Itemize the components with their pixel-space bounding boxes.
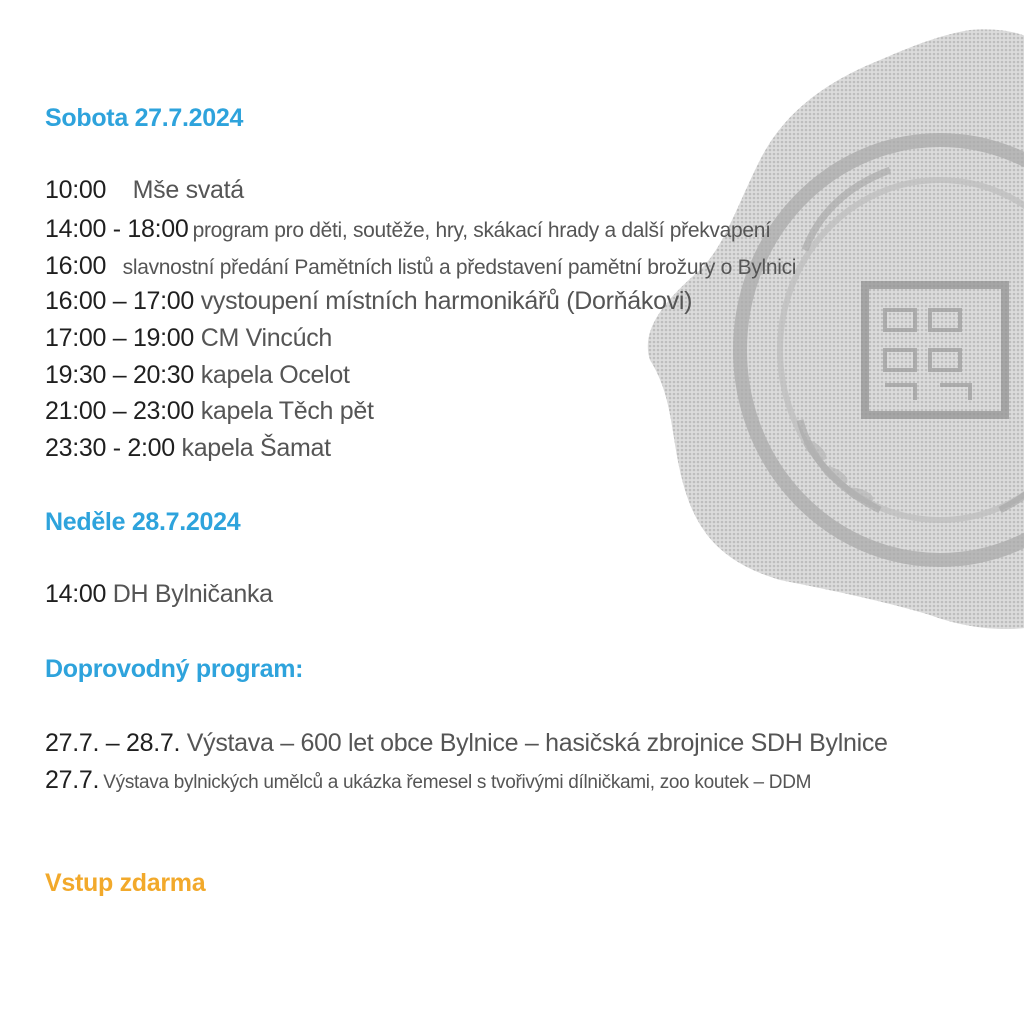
schedule-row	[45, 434, 331, 463]
side-program-row	[45, 766, 811, 795]
schedule-row	[45, 361, 350, 390]
schedule-desc: slavnostní předání Pamětních listů a představení pamětní brožury o Bylnici	[122, 256, 797, 279]
saturday-heading: Sobota 27.7.2024	[45, 104, 244, 132]
schedule-desc: program pro děti, soutěže, hry, skákací hrady a další překvapení	[192, 219, 771, 242]
side-program-desc: Výstava bylnických umělců a ukázka řemesel s tvořivými dílničkami, zoo koutek – DDM	[103, 772, 812, 793]
schedule-time: 23:30 - 2:00	[45, 434, 175, 462]
schedule-time: 16:00	[45, 252, 107, 280]
schedule-row	[45, 176, 244, 205]
schedule-time: 14:00	[45, 580, 107, 608]
schedule-row	[45, 580, 273, 609]
schedule-time: 14:00 - 18:00	[45, 215, 189, 243]
admission-heading: Vstup zdarma	[45, 869, 206, 897]
schedule-desc: kapela Ocelot	[200, 361, 350, 389]
schedule-desc: Mše svatá	[132, 176, 244, 204]
schedule-time: 19:30 – 20:30	[45, 361, 195, 389]
schedule-row	[45, 397, 374, 426]
schedule-time: 21:00 – 23:00	[45, 397, 195, 425]
wax-seal-image	[640, 20, 1024, 640]
schedule-time: 16:00 – 17:00	[45, 287, 195, 315]
schedule-desc: CM Vincúch	[200, 324, 333, 352]
schedule-row	[45, 287, 692, 316]
schedule-desc: kapela Těch pět	[200, 397, 374, 425]
side-program-desc: Výstava – 600 let obce Bylnice – hasičská zbrojnice SDH Bylnice	[186, 729, 888, 757]
schedule-desc: vystoupení místních harmonikářů (Dorňákovi)	[200, 287, 693, 315]
schedule-desc: DH Bylničanka	[112, 580, 273, 608]
schedule-desc: kapela Šamat	[181, 434, 331, 462]
schedule-row	[45, 324, 332, 353]
schedule-row	[45, 252, 796, 281]
side-program-date: 27.7. – 28.7.	[45, 729, 181, 757]
side-program-row	[45, 729, 888, 758]
sunday-heading: Neděle 28.7.2024	[45, 508, 241, 536]
schedule-time: 17:00 – 19:00	[45, 324, 195, 352]
side-program-heading: Doprovodný program:	[45, 655, 304, 683]
schedule-row	[45, 215, 771, 244]
side-program-date: 27.7.	[45, 766, 100, 794]
schedule-time: 10:00	[45, 176, 107, 204]
